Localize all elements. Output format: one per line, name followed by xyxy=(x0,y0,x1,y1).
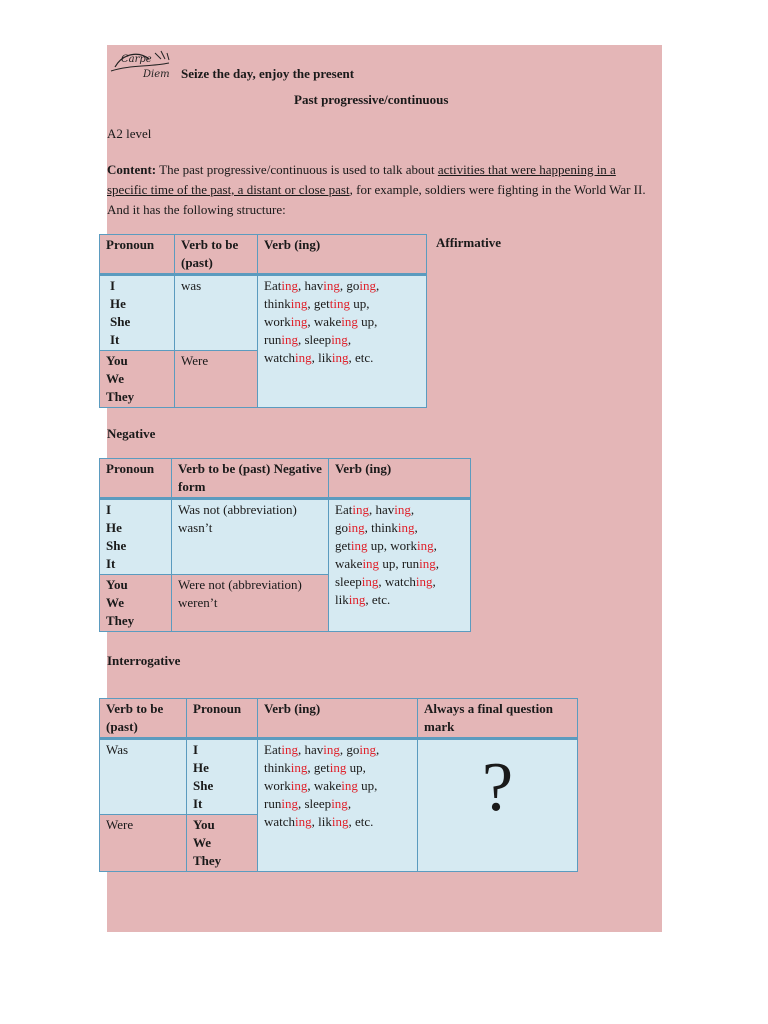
pronoun: We xyxy=(193,835,212,850)
ing-suffix: ing xyxy=(415,574,433,589)
pronoun: She xyxy=(106,538,127,553)
ing-suffix: ing xyxy=(281,278,298,293)
ing-suffix: ing xyxy=(331,796,348,811)
header-cell: Verb to be (past) Negative form xyxy=(172,459,329,499)
verb-cell: Were not (abbreviation) weren’t xyxy=(172,575,329,632)
ing-suffix: ing xyxy=(362,556,380,571)
ing-suffix: ing xyxy=(416,538,434,553)
ing-suffix: ing xyxy=(359,278,376,293)
ing-suffix: ing xyxy=(341,314,358,329)
pronoun: You xyxy=(106,353,128,368)
ing-suffix: ing xyxy=(281,742,298,757)
header-cell: Verb (ing) xyxy=(258,235,427,275)
verb-cell: was xyxy=(175,275,258,351)
pronoun: She xyxy=(193,778,214,793)
pronoun: I xyxy=(110,278,116,293)
pronoun-cell xyxy=(187,739,258,815)
pronoun-cell xyxy=(100,575,172,632)
header-cell: Verb (ing) xyxy=(329,459,471,499)
ing-suffix: ing xyxy=(348,520,365,535)
ing-suffix: ing xyxy=(295,350,312,365)
pronoun: She xyxy=(110,314,131,329)
pronoun: You xyxy=(106,577,128,592)
pronoun: He xyxy=(110,296,126,311)
ing-suffix: ing xyxy=(281,332,298,347)
pronoun-cell xyxy=(187,815,258,872)
pronoun: We xyxy=(106,371,125,386)
ing-suffix: ing xyxy=(290,760,308,775)
pronoun: They xyxy=(106,389,135,404)
header-cell: Verb to be (past) xyxy=(175,235,258,275)
ing-suffix: ing xyxy=(290,778,308,793)
content-label: Content: xyxy=(107,162,157,177)
ing-suffix: ing xyxy=(323,742,340,757)
ing-cell xyxy=(258,275,427,408)
content-rest: , for example, soldiers were fighting in the World War II. And it has the following structure: xyxy=(107,182,646,217)
carpe-diem-logo xyxy=(109,45,181,83)
ing-suffix: ing xyxy=(352,502,369,517)
pronoun-cell xyxy=(100,499,172,575)
verb-cell: Were xyxy=(100,815,187,872)
pronoun: They xyxy=(193,853,222,868)
ing-suffix: ing xyxy=(281,796,298,811)
table-header-row xyxy=(100,459,471,499)
pronoun-cell xyxy=(100,275,175,351)
table-row xyxy=(100,739,578,815)
ing-suffix: ing xyxy=(361,574,379,589)
ing-suffix: ing xyxy=(295,814,312,829)
pronoun: He xyxy=(106,520,122,535)
ing-suffix: ing xyxy=(290,314,308,329)
question-mark-cell xyxy=(418,739,578,872)
pronoun-cell xyxy=(100,351,175,408)
content-intro: The past progressive/continuous is used to talk about xyxy=(156,162,438,177)
ing-suffix: ing xyxy=(394,502,411,517)
ing-cell xyxy=(258,739,418,872)
pronoun: It xyxy=(193,796,203,811)
pronoun: It xyxy=(110,332,120,347)
ing-list: Eating, having, going, thinking, geting up, working, wakeing up, runing, sleeping, watching, liking, etc. xyxy=(335,502,440,607)
ing-list: Eating, having, going, thinking, getting up, working, wakeing up, runing, sleeping, watching, liking, etc. xyxy=(264,278,380,365)
table-header-row xyxy=(100,235,427,275)
table-header-row xyxy=(100,699,578,739)
level-label: A2 level xyxy=(107,126,152,141)
affirmative-heading: Affirmative xyxy=(436,235,501,250)
question-mark: ? xyxy=(481,749,514,826)
ing-suffix: ing xyxy=(331,814,349,829)
content-underlined: activities that were happening in a specific time of the past, a distant or close past xyxy=(107,162,616,197)
ing-suffix: ing xyxy=(331,332,348,347)
verb-cell: Was not (abbreviation) wasn’t xyxy=(172,499,329,575)
content-paragraph xyxy=(107,160,655,220)
header-cell: Pronoun xyxy=(100,459,172,499)
pronoun: I xyxy=(193,742,199,757)
ing-suffix: ing xyxy=(329,760,347,775)
verb-cell: Was xyxy=(100,739,187,815)
pronoun: They xyxy=(106,613,135,628)
pronoun: We xyxy=(106,595,125,610)
pronoun: It xyxy=(106,556,116,571)
ing-suffix: ing xyxy=(419,556,436,571)
page-title: Past progressive/continuous xyxy=(294,92,449,107)
interrogative-heading: Interrogative xyxy=(107,653,181,668)
verb-cell: Were xyxy=(175,351,258,408)
table-row xyxy=(100,499,471,575)
header-cell: Verb to be (past) xyxy=(100,699,187,739)
header-cell: Pronoun xyxy=(100,235,175,275)
ing-suffix: ing xyxy=(323,278,340,293)
header-cell: Verb (ing) xyxy=(258,699,418,739)
ing-suffix: ing xyxy=(341,778,358,793)
header-cell: Pronoun xyxy=(187,699,258,739)
negative-table xyxy=(99,458,471,632)
table-row xyxy=(100,275,427,351)
pronoun: He xyxy=(193,760,209,775)
ing-list: Eating, having, going, thinking, geting up, working, wakeing up, runing, sleeping, watching, liking, etc. xyxy=(264,742,380,829)
ing-suffix: ing xyxy=(290,296,308,311)
pronoun: You xyxy=(193,817,215,832)
interrogative-table xyxy=(99,698,578,872)
ing-suffix: ing xyxy=(359,742,376,757)
affirmative-table xyxy=(99,234,427,408)
svg-text:Carpe: Carpe xyxy=(121,54,152,65)
ing-suffix: ing xyxy=(331,350,349,365)
ing-suffix: ing xyxy=(348,592,366,607)
svg-text:Diem: Diem xyxy=(143,69,170,80)
tagline: Seize the day, enjoy the present xyxy=(181,66,355,81)
ing-suffix: ting xyxy=(329,296,350,311)
header-cell: Always a final question mark xyxy=(418,699,578,739)
negative-heading: Negative xyxy=(107,426,156,441)
ing-suffix: ing xyxy=(350,538,368,553)
ing-suffix: ing xyxy=(397,520,415,535)
pronoun: I xyxy=(106,502,112,517)
ing-cell xyxy=(329,499,471,632)
